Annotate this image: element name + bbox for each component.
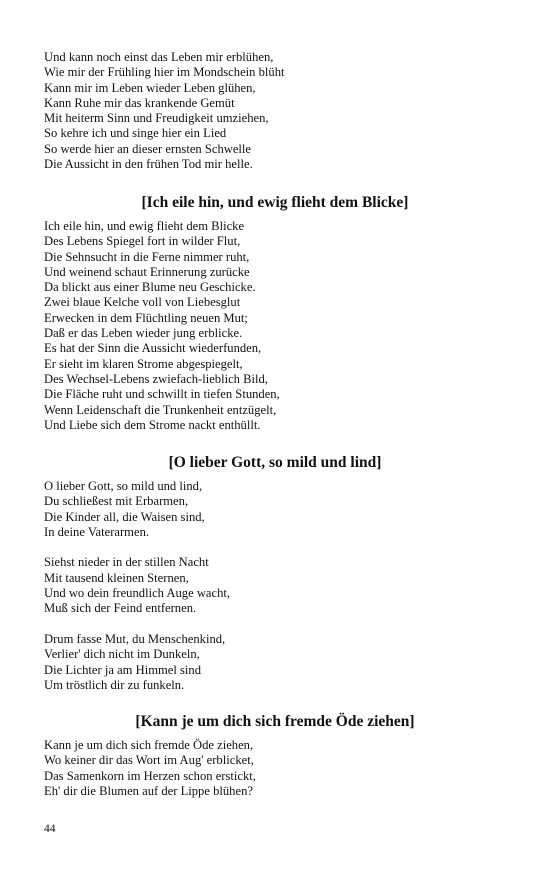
verse-line: Die Sehnsucht in die Ferne nimmer ruht, <box>44 249 250 264</box>
verse-line: Die Lichter ja am Himmel sind <box>44 662 202 677</box>
verse-line: Mit heiterm Sinn und Freudigkeit umziehen, <box>44 111 269 126</box>
opening-fragment <box>44 50 514 172</box>
poem-body <box>44 479 514 693</box>
verse-line: Kann je um dich sich fremde Öde ziehen, <box>44 738 254 752</box>
verse-line: So werde hier an dieser ernsten Schwelle <box>44 141 252 156</box>
verse-line: Wie mir der Frühling hier im Mondschein blüht <box>44 65 285 80</box>
verse-line: Kann mir im Leben wieder Leben glühen, <box>44 80 256 95</box>
verse-line: Die Fläche ruht und schwillt in tiefen Stunden, <box>44 387 280 402</box>
verse-line: Daß er das Leben wieder jung erblicke. <box>44 326 243 341</box>
poem-body <box>44 219 514 433</box>
stanza-break <box>44 540 514 555</box>
verse-line: Muß sich der Feind entfernen. <box>44 601 197 616</box>
verse-line: Mit tausend kleinen Sternen, <box>44 570 189 585</box>
verse-line: Da blickt aus einer Blume neu Geschicke. <box>44 280 256 295</box>
verse-line: Wo keiner dir das Wort im Aug' erblicket, <box>44 753 254 768</box>
verse-line: Und Liebe sich dem Strome nackt enthüllt. <box>44 417 261 432</box>
verse-line: O lieber Gott, so mild und lind, <box>44 479 203 493</box>
poem-body <box>44 738 514 799</box>
poem-title: [O lieber Gott, so mild und lind] <box>168 454 382 471</box>
verse-line: Kann Ruhe mir das krankende Gemüt <box>44 95 235 110</box>
verse-line: Die Aussicht in den frühen Tod mir helle. <box>44 157 253 172</box>
stanza-break <box>44 617 514 632</box>
verse-line: Es hat der Sinn die Aussicht wiederfunden, <box>44 341 262 356</box>
verse-line: Und kann noch einst das Leben mir erblühen, <box>44 50 274 64</box>
verse-line: Zwei blaue Kelche voll von Liebesglut <box>44 295 241 310</box>
verse-line: Erwecken in dem Flüchtling neuen Mut; <box>44 310 248 325</box>
verse-line: Des Lebens Spiegel fort in wilder Flut, <box>44 234 241 249</box>
verse-line: Die Kinder all, die Waisen sind, <box>44 509 205 524</box>
verse-line: So kehre ich und singe hier ein Lied <box>44 126 227 141</box>
verse-line: Und wo dein freundlich Auge wacht, <box>44 586 231 601</box>
verse-line: Des Wechsel-Lebens zwiefach-lieblich Bild, <box>44 371 268 386</box>
verse-line: Er sieht im klaren Strome abgespiegelt, <box>44 356 243 371</box>
verse-line: Drum fasse Mut, du Menschenkind, <box>44 631 226 646</box>
verse-line: Eh' dir die Blumen auf der Lippe blühen? <box>44 783 253 798</box>
verse-line: Wenn Leidenschaft die Trunkenheit entzügelt, <box>44 402 277 417</box>
verse-line: In deine Vaterarmen. <box>44 524 150 539</box>
verse-line: Du schließest mit Erbarmen, <box>44 494 189 509</box>
verse-line: Und weinend schaut Erinnerung zurücke <box>44 264 250 279</box>
poem-title: [Kann je um dich sich fremde Öde ziehen] <box>135 713 415 730</box>
poem-title: [Ich eile hin, und ewig flieht dem Blicke] <box>141 194 409 211</box>
verse-line: Ich eile hin, und ewig flieht dem Blicke <box>44 219 245 233</box>
page-number: 44 <box>44 823 56 835</box>
verse-line: Siehst nieder in der stillen Nacht <box>44 555 209 570</box>
verse-line: Um tröstlich dir zu funkeln. <box>44 677 185 692</box>
verse-line: Das Samenkorn im Herzen schon erstickt, <box>44 768 256 783</box>
verse-line: Verlier' dich nicht im Dunkeln, <box>44 647 200 662</box>
